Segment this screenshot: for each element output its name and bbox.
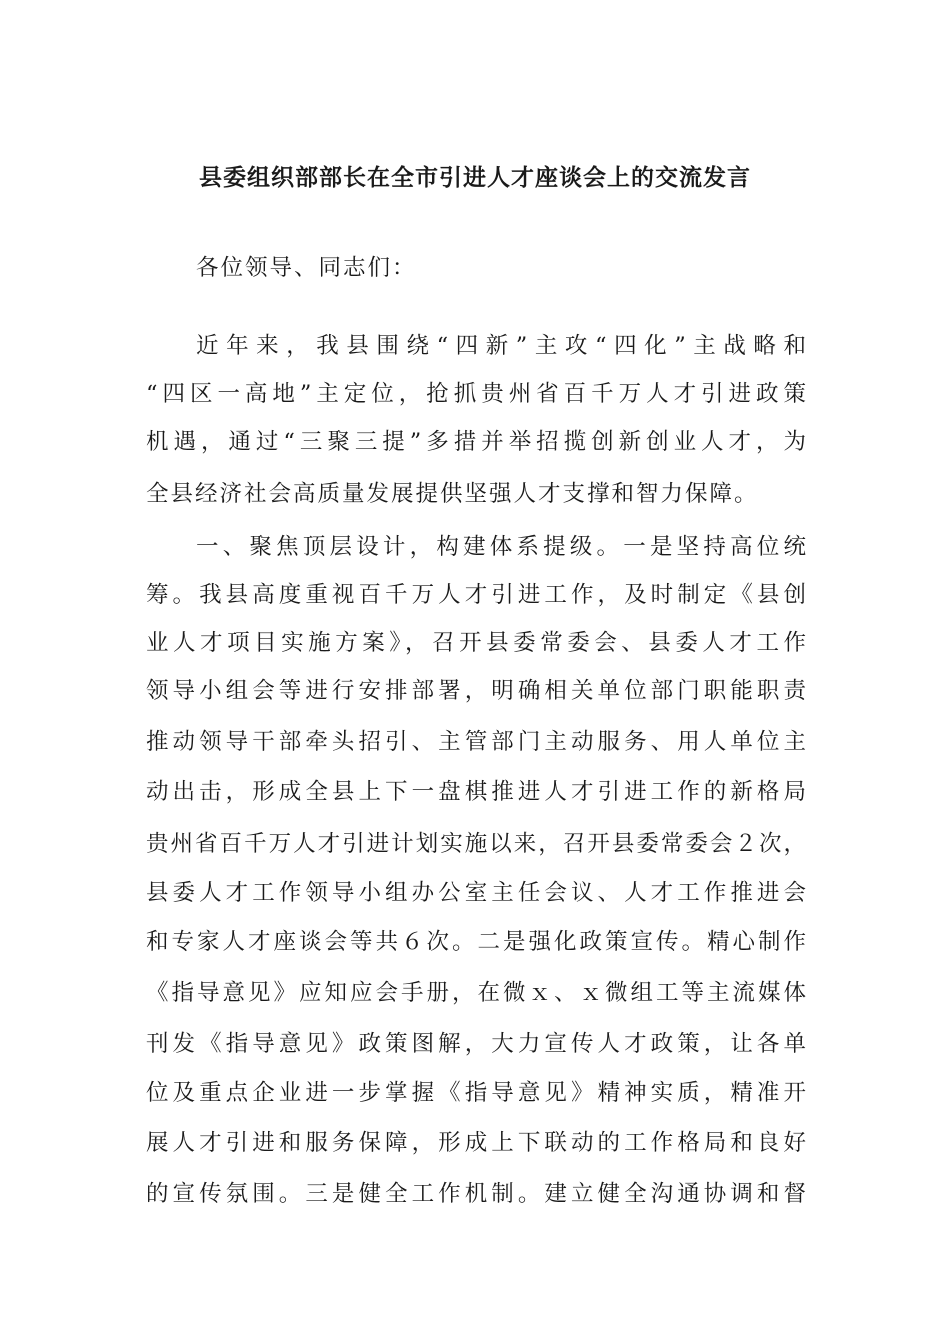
paragraph-line: 领导小组会等进行安排部署，明确相关单位部门职能职责 bbox=[146, 678, 806, 704]
paragraph-line: 一、聚焦顶层设计，构建体系提级。一是坚持高位统 bbox=[196, 534, 806, 560]
paragraph-line: 近年来，我县围绕“四新”主攻“四化”主战略和 bbox=[196, 333, 806, 359]
paragraph-line: 全县经济社会高质量发展提供坚强人才支撑和智力保障。 bbox=[146, 481, 759, 507]
paragraph-line: 位及重点企业进一步掌握《指导意见》精神实质，精准开 bbox=[146, 1080, 806, 1106]
paragraph-line: 《指导意见》应知应会手册，在微ｘ、ｘ微组工等主流媒体 bbox=[146, 980, 806, 1006]
paragraph-line: 展人才引进和服务保障，形成上下联动的工作格局和良好 bbox=[146, 1130, 806, 1156]
paragraph-line: 县委人才工作领导小组办公室主任会议、人才工作推进会 bbox=[146, 880, 806, 906]
paragraph-line: 的宣传氛围。三是健全工作机制。建立健全沟通协调和督 bbox=[146, 1181, 806, 1207]
document-title: 县委组织部部长在全市引进人才座谈会上的交流发言 bbox=[199, 164, 751, 191]
paragraph-line: 机遇，通过“三聚三提”多措并举招揽创新创业人才，为 bbox=[146, 429, 806, 455]
paragraph-line: 业人才项目实施方案》，召开县委常委会、县委人才工作 bbox=[146, 630, 806, 656]
paragraph-line: 推动领导干部牵头招引、主管部门主动服务、用人单位主 bbox=[146, 729, 806, 755]
paragraph-line: 动出击，形成全县上下一盘棋推进人才引进工作的新格局 bbox=[146, 779, 806, 805]
paragraph-line: “四区一高地”主定位，抢抓贵州省百千万人才引进政策 bbox=[146, 381, 806, 407]
paragraph-line: 和专家人才座谈会等共６次。二是强化政策宣传。精心制作 bbox=[146, 929, 806, 955]
salutation: 各位领导、同志们： bbox=[196, 255, 417, 281]
paragraph-line: 刊发《指导意见》政策图解，大力宣传人才政策，让各单 bbox=[146, 1031, 806, 1057]
paragraph-line: 筹。我县高度重视百千万人才引进工作，及时制定《县创 bbox=[146, 582, 806, 608]
paragraph-line: 贵州省百千万人才引进计划实施以来，召开县委常委会２次， bbox=[146, 831, 806, 857]
